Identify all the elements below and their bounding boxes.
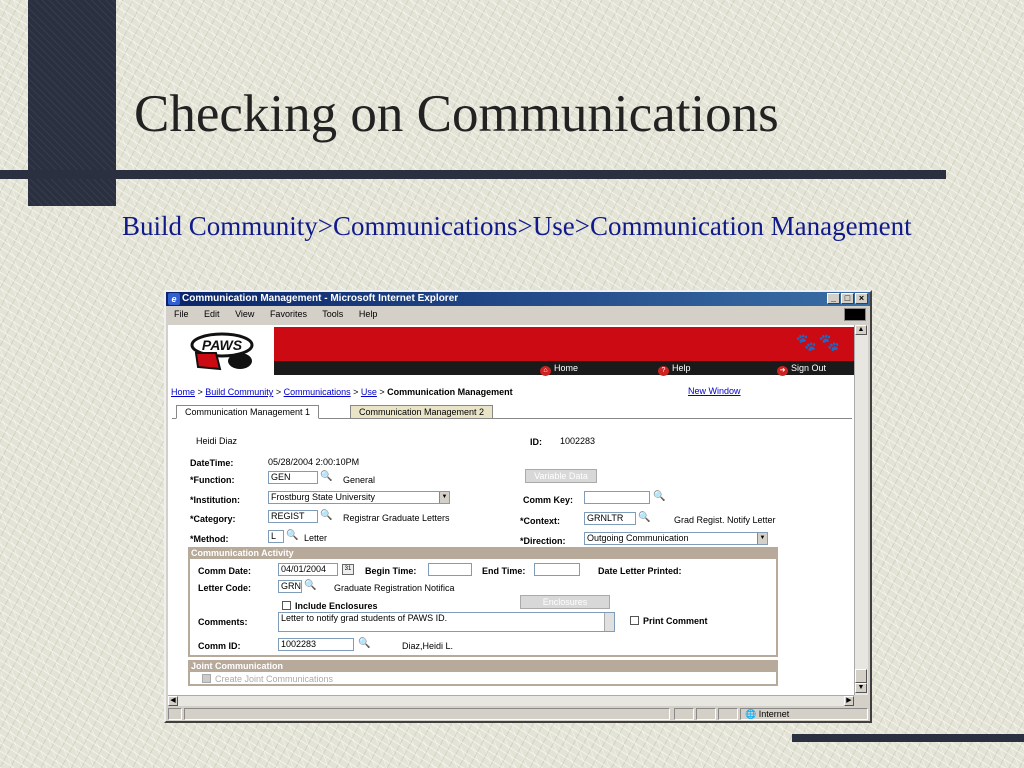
breadcrumb-current: Communication Management (387, 387, 513, 397)
close-icon[interactable]: × (855, 293, 868, 304)
category-input[interactable]: REGIST (268, 510, 318, 523)
create-joint-communications-checkbox[interactable]: Create Joint Communications (202, 674, 333, 684)
direction-label: *Direction: (520, 536, 566, 546)
comm-key-input[interactable] (584, 491, 650, 504)
status-cell-3 (718, 708, 738, 720)
paw-print-icon: 🐾🐾 (795, 333, 842, 352)
comm-id-label: Comm ID: (198, 641, 241, 651)
function-input[interactable]: GEN (268, 471, 318, 484)
menu-favorites[interactable]: Favorites (269, 309, 307, 319)
window-title: Communication Management - Microsoft Internet Explorer (182, 293, 459, 304)
dropdown-arrow-icon: ▼ (439, 492, 449, 503)
slide-title: Checking on Communications (134, 85, 779, 143)
enclosures-button[interactable]: Enclosures (520, 595, 610, 609)
scroll-down-icon[interactable]: ▼ (855, 683, 867, 693)
end-time-input[interactable] (534, 563, 580, 576)
direction-value: Outgoing Communication (587, 533, 689, 543)
minimize-icon[interactable]: _ (827, 293, 840, 304)
comments-label: Comments: (198, 617, 248, 627)
menu-help[interactable]: Help (358, 309, 378, 319)
letter-code-input[interactable]: GRN (278, 580, 302, 593)
slide-rule-bottom (792, 734, 1024, 742)
datetime-label: DateTime: (190, 458, 234, 468)
method-lookup-search-icon[interactable]: 🔍 (286, 530, 299, 541)
nav-sign-out[interactable]: ➜ Sign Out (777, 361, 826, 376)
home-icon: ⌂ (540, 366, 551, 376)
context-label: *Context: (520, 516, 560, 526)
comm-key-lookup-search-icon[interactable]: 🔍 (653, 491, 666, 502)
letter-desc: Graduate Registration Notifica (334, 583, 455, 593)
comm-key-label: Comm Key: (523, 495, 574, 505)
slide-rule-top (0, 170, 946, 179)
menu-file[interactable]: File (174, 309, 189, 319)
comments-value: Letter to notify grad students of PAWS ID. (281, 613, 448, 623)
end-time-label: End Time: (482, 566, 526, 576)
context-lookup-search-icon[interactable]: 🔍 (638, 512, 651, 523)
context-input[interactable]: GRNLTR (584, 512, 636, 525)
scroll-left-icon[interactable]: ◀ (168, 696, 178, 706)
internet-globe-icon: 🌐 (745, 709, 759, 719)
menu-view[interactable]: View (235, 309, 255, 319)
status-main (184, 708, 670, 720)
horizontal-scrollbar[interactable] (168, 695, 854, 706)
paws-logo-text: PAWS (201, 337, 243, 353)
datetime-value: 05/28/2004 2:00:10PM (268, 457, 360, 467)
institution-value: Frostburg State University (271, 492, 376, 502)
vertical-scrollbar[interactable] (854, 325, 868, 695)
function-desc: General (343, 475, 376, 485)
scroll-up-icon[interactable]: ▲ (855, 325, 867, 335)
status-bar (166, 707, 870, 721)
function-label: *Function: (190, 475, 235, 485)
tab-communication-management-1[interactable]: Communication Management 1 (176, 405, 319, 419)
category-desc: Registrar Graduate Letters (343, 513, 450, 523)
checkbox-icon (282, 601, 291, 610)
communication-activity-heading: Communication Activity (188, 547, 778, 559)
institution-label: *Institution: (190, 495, 240, 505)
page-icon (168, 708, 182, 720)
dropdown-arrow-icon: ▼ (757, 533, 767, 544)
status-cell-2 (696, 708, 716, 720)
id-value: 1002283 (560, 436, 596, 446)
menu-tools[interactable]: Tools (322, 309, 344, 319)
maximize-icon[interactable]: □ (841, 293, 854, 304)
scroll-right-icon[interactable]: ▶ (844, 696, 854, 706)
comm-date-input[interactable]: 04/01/2004 (278, 563, 338, 576)
calendar-icon[interactable]: 31 (342, 564, 354, 575)
include-enclosures-checkbox[interactable]: Include Enclosures (282, 601, 378, 611)
comm-id-lookup-search-icon[interactable]: 🔍 (358, 638, 371, 649)
comm-id-input[interactable]: 1002283 (278, 638, 354, 651)
variable-data-button[interactable]: Variable Data (525, 469, 597, 483)
breadcrumb-communications[interactable]: Communications (283, 387, 351, 397)
header-nav-bar (274, 361, 854, 375)
checkbox-icon (202, 674, 211, 683)
menu-edit[interactable]: Edit (204, 309, 220, 319)
menu-bar (166, 306, 870, 323)
scroll-thumb[interactable] (855, 669, 867, 683)
method-input[interactable]: L (268, 530, 284, 543)
paws-logo (186, 331, 258, 371)
print-comment-checkbox[interactable]: Print Comment (630, 616, 708, 626)
checkbox-icon (630, 616, 639, 625)
breadcrumb: Home > Build Community > Communications > Use > Communication Management (171, 387, 513, 397)
tab-bar (172, 405, 852, 419)
nav-help[interactable]: ? Help (658, 361, 691, 376)
status-cell-1 (674, 708, 694, 720)
category-label: *Category: (190, 514, 236, 524)
begin-time-label: Begin Time: (365, 566, 417, 576)
ie-window (164, 290, 872, 723)
tab-communication-management-2[interactable]: Communication Management 2 (350, 405, 493, 419)
person-name: Heidi Diaz (196, 436, 238, 446)
category-lookup-search-icon[interactable]: 🔍 (320, 510, 333, 521)
help-icon: ? (658, 366, 669, 376)
ie-titlebar (166, 292, 870, 306)
direction-select[interactable] (584, 532, 768, 545)
header-red-bar (274, 327, 854, 361)
institution-select[interactable] (268, 491, 450, 504)
method-label: *Method: (190, 534, 229, 544)
nav-home[interactable]: ⌂ Home (540, 361, 578, 376)
breadcrumb-use[interactable]: Use (360, 387, 377, 397)
method-desc: Letter (304, 533, 328, 543)
window-controls (827, 293, 868, 304)
date-printed-label: Date Letter Printed: (598, 566, 682, 576)
begin-time-input[interactable] (428, 563, 472, 576)
slide-subtitle: Build Community>Communications>Use>Communication Management (122, 211, 912, 241)
function-lookup-search-icon[interactable]: 🔍 (320, 471, 333, 482)
breadcrumb-build-community[interactable]: Build Community (205, 387, 274, 397)
ie-icon: e (168, 293, 180, 305)
breadcrumb-home[interactable]: Home (171, 387, 196, 397)
status-zone: 🌐 Internet (740, 708, 868, 720)
context-desc: Grad Regist. Notify Letter (674, 515, 776, 525)
comm-date-label: Comm Date: (198, 566, 252, 576)
comments-textarea[interactable] (278, 612, 615, 632)
new-window-link[interactable]: New Window (688, 386, 741, 396)
sign-out-icon: ➜ (777, 366, 788, 376)
joint-communication-heading: Joint Communication (188, 660, 778, 672)
windows-logo-icon (844, 308, 866, 321)
comm-id-name: Diaz,Heidi L. (402, 641, 454, 651)
page-content (168, 325, 854, 706)
letter-code-label: Letter Code: (198, 583, 252, 593)
scrollbar-icon[interactable] (604, 613, 614, 631)
letter-code-lookup-search-icon[interactable]: 🔍 (304, 580, 317, 591)
id-label: ID: (530, 437, 542, 447)
